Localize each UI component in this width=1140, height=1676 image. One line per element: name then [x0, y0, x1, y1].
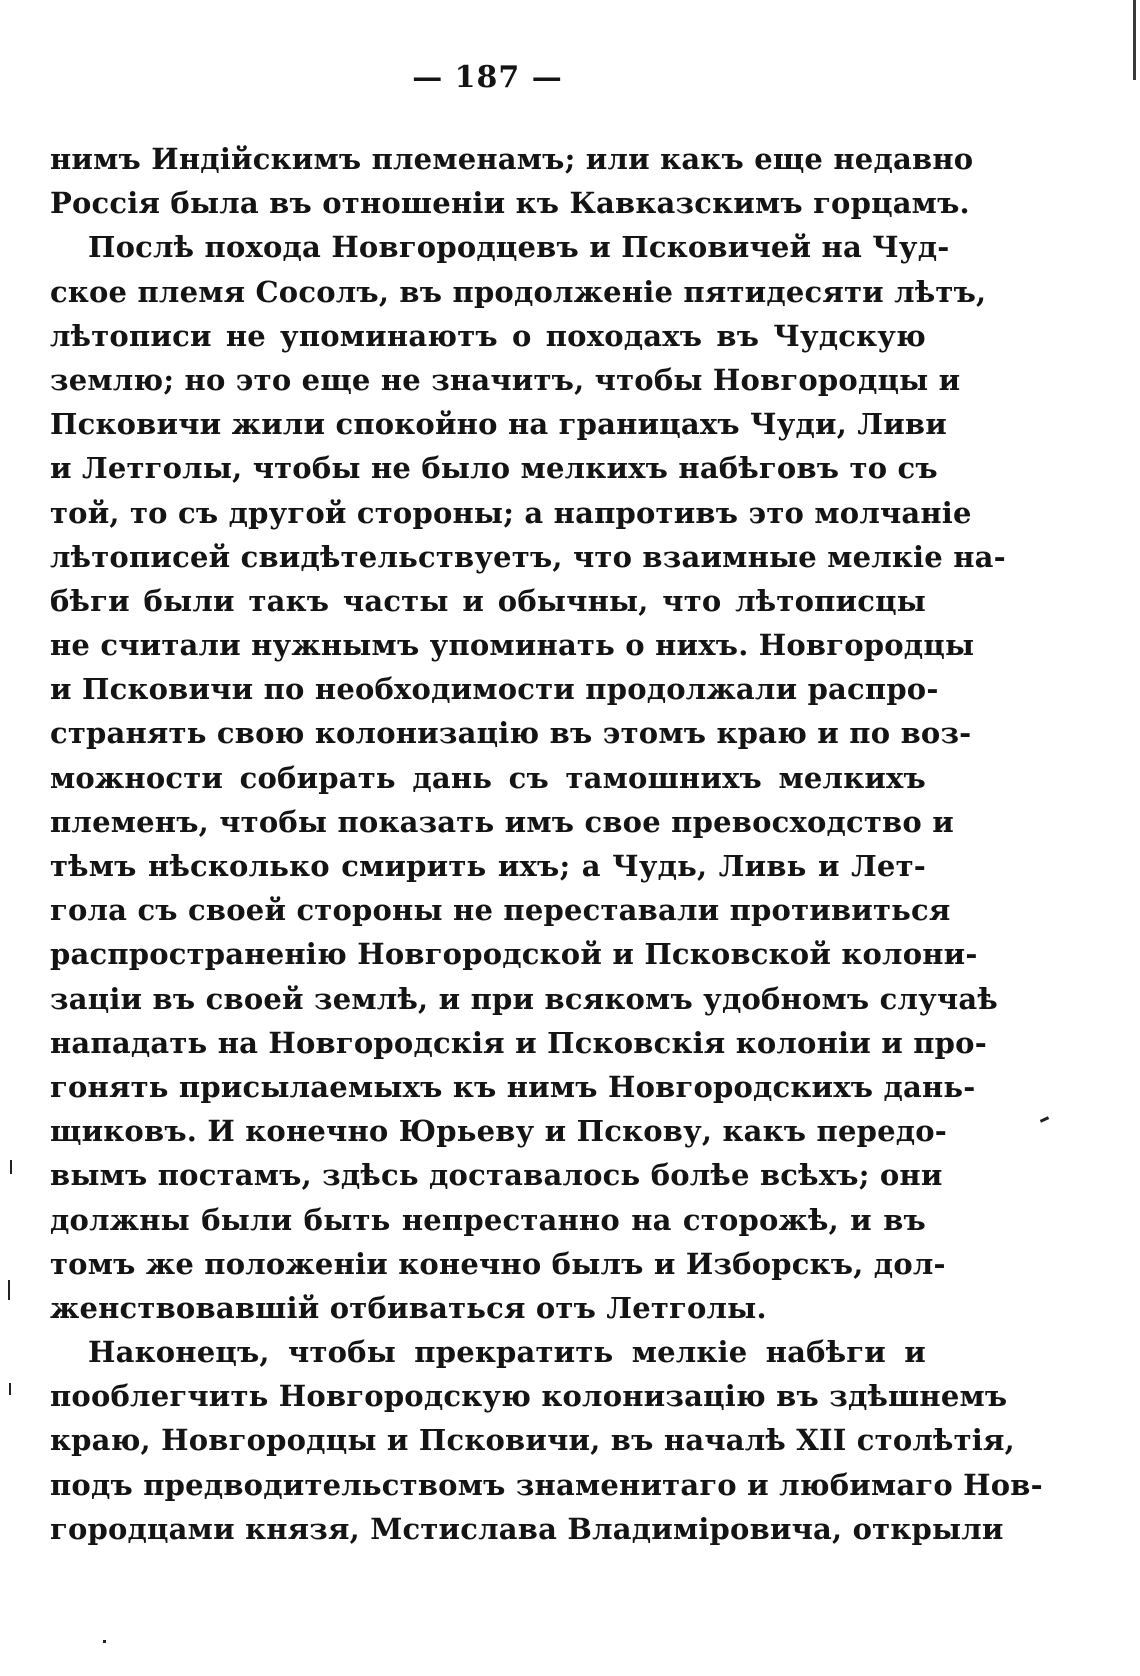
text-line: томъ же положеніи конечно былъ и Изборскъ, дол-	[50, 1246, 946, 1281]
text-line: и Летголы, чтобы не было мелкихъ набѣговъ то съ	[50, 451, 938, 486]
text-line: лѣтописей свидѣтельствуетъ, что взаимные мелкіе на-	[50, 539, 1006, 574]
text-line: ское племя Сосолъ, въ продолженіе пятидесяти лѣтъ,	[50, 274, 987, 309]
text-line: той, то съ другой стороны; а напротивъ это молчаніе	[50, 495, 972, 530]
text-line: землю; но это еще не значитъ, чтобы Новгородцы и	[50, 362, 961, 397]
text-line: Псковичи жили спокойно на границахъ Чуди, Ливи	[50, 407, 947, 442]
text-line: Россія была въ отношеніи къ Кавказскимъ горцамъ.	[50, 186, 970, 221]
margin-speck	[10, 1160, 12, 1174]
text-line: можности собирать дань съ тамошнихъ мелкихъ	[50, 760, 926, 795]
page-number: — 187 —	[412, 60, 563, 95]
text-line: вымъ постамъ, здѣсь доставалось болѣе всѣхъ; они	[50, 1158, 943, 1193]
paragraph	[50, 1330, 1043, 1551]
paragraph	[50, 225, 1006, 1330]
margin-speck	[103, 1640, 106, 1643]
text-line: должны были быть непрестанно на сторожѣ, и въ	[50, 1202, 926, 1237]
text-line: не считали нужнымъ упоминать о нихъ. Новгородцы	[50, 628, 975, 663]
text-line: нимъ Индійскимъ племенамъ; или какъ еще недавно	[50, 142, 974, 176]
text-line: щиковъ. И конечно Юрьеву и Пскову, какъ передо-	[50, 1114, 948, 1149]
text-line: пооблегчить Новгородскую колонизацію въ здѣшнемъ	[50, 1379, 1008, 1414]
page-edge-mark	[1133, 0, 1136, 80]
text-line: гонять присылаемыхъ къ нимъ Новгородскихъ дань-	[50, 1069, 976, 1104]
text-line: женствовавшій отбиваться отъ Летголы.	[50, 1290, 767, 1325]
text-line: Послѣ похода Новгородцевъ и Псковичей на Чуд-	[88, 230, 950, 265]
text-line: Наконецъ, чтобы прекратить мелкіе набѣги и	[88, 1335, 926, 1370]
text-line: гола съ своей стороны не переставали противиться	[50, 893, 951, 928]
text-line: тѣмъ нѣсколько смирить ихъ; а Чудь, Ливь и Лет-	[50, 849, 926, 883]
text-line: странять свою колонизацію въ этомъ краю и по воз-	[50, 716, 972, 751]
text-line: лѣтописи не упоминаютъ о походахъ въ Чудскую	[50, 318, 926, 353]
text-line: краю, Новгородцы и Псковичи, въ началѣ XII столѣтія,	[50, 1423, 1015, 1458]
text-line: городцами князя, Мстислава Владиміровича, открыли	[50, 1511, 1004, 1546]
text-line: племенъ, чтобы показать имъ свое превосходство и	[50, 804, 954, 839]
margin-speck	[1040, 1116, 1049, 1123]
text-line: подъ предводительствомъ знаменитаго и любимаго Нов-	[50, 1467, 1043, 1502]
text-line: и Псковичи по необходимости продолжали распро-	[50, 672, 939, 707]
margin-speck	[9, 1383, 11, 1395]
text-line: бѣги были такъ часты и обычны, что лѣтописцы	[50, 583, 926, 618]
text-line: распространенію Новгородской и Псковской колони-	[50, 937, 978, 972]
text-line: заціи въ своей землѣ, и при всякомъ удобномъ случаѣ	[50, 981, 998, 1016]
text-line: нападать на Новгородскія и Псковскія колоніи и про-	[50, 1025, 987, 1060]
paragraph	[50, 137, 974, 225]
body-text	[50, 137, 1043, 1551]
margin-speck	[8, 1280, 10, 1300]
